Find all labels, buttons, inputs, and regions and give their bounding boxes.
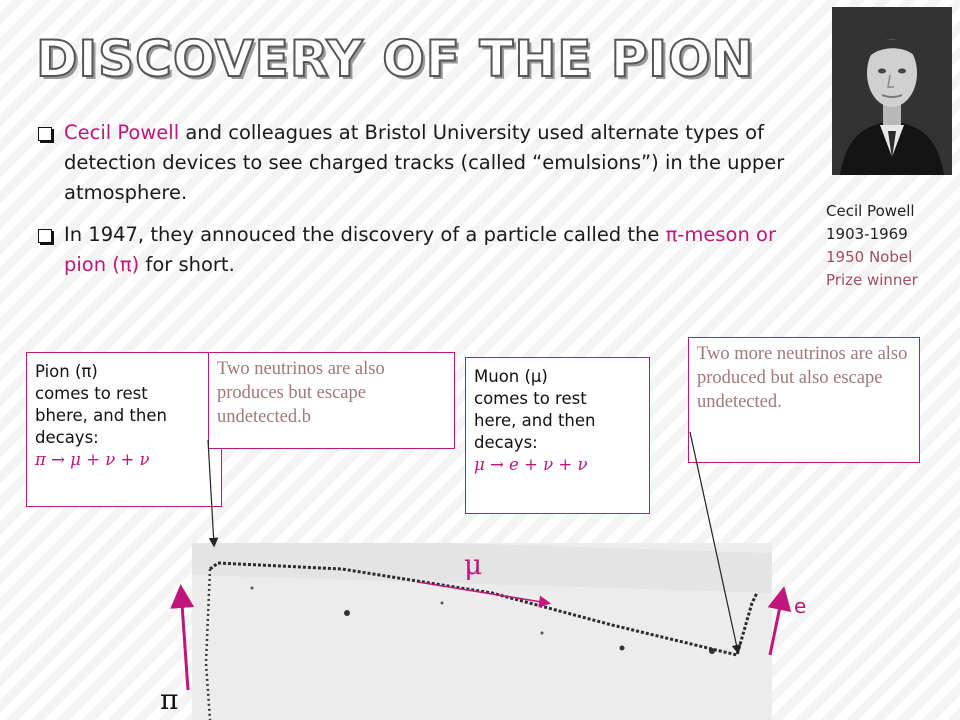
muon-pointer-line xyxy=(690,432,738,652)
pion-line: Pion (π) xyxy=(35,362,98,381)
e-direction-arrow xyxy=(770,592,783,655)
muon-line: decays: xyxy=(474,433,538,452)
muon-line: comes to rest xyxy=(474,389,587,408)
pi-direction-arrow xyxy=(181,590,188,690)
pion-line: bhere, and then xyxy=(35,406,167,425)
caption-award-line1: 1950 Nobel xyxy=(826,248,913,266)
muon-decay-equation: μ → e + ν + ν xyxy=(474,455,588,474)
caption-award-line2: Prize winner xyxy=(826,271,918,289)
bullet-highlight: π-meson or pion (π) xyxy=(64,223,776,276)
caption-name: Cecil Powell xyxy=(826,202,915,220)
caption-years: 1903-1969 xyxy=(826,225,908,243)
bullet-text: and colleagues at Bristol University used alternate types of detection devices to see charged tracks (called “emulsions”) in the upper atmosphere. xyxy=(64,121,785,204)
bullet-text-after: for short. xyxy=(139,253,235,276)
muon-line: Muon (μ) xyxy=(474,367,548,386)
bullet-highlight: Cecil Powell xyxy=(64,121,180,144)
bullet-text: In 1947, they annouced the discovery of a particle called the xyxy=(64,223,666,246)
mu-direction-arrow xyxy=(418,582,548,603)
pi-label: π xyxy=(160,683,179,716)
pion-pointer-line xyxy=(208,440,214,545)
muon-line: here, and then xyxy=(474,411,596,430)
pion-line: comes to rest xyxy=(35,384,148,403)
slide-title: DISCOVERY OF THE PION xyxy=(36,30,755,88)
mu-label: μ xyxy=(464,548,483,581)
e-label: e xyxy=(794,594,807,618)
neutrinos-note-text-1: Two neutrinos are also produces but escape undetected.b xyxy=(217,359,385,427)
pion-line: decays: xyxy=(35,428,99,447)
neutrinos-note-text-2: Two more neutrinos are also produced but also escape undetected. xyxy=(697,344,908,412)
pion-decay-equation: π → μ + ν + ν xyxy=(35,450,150,469)
